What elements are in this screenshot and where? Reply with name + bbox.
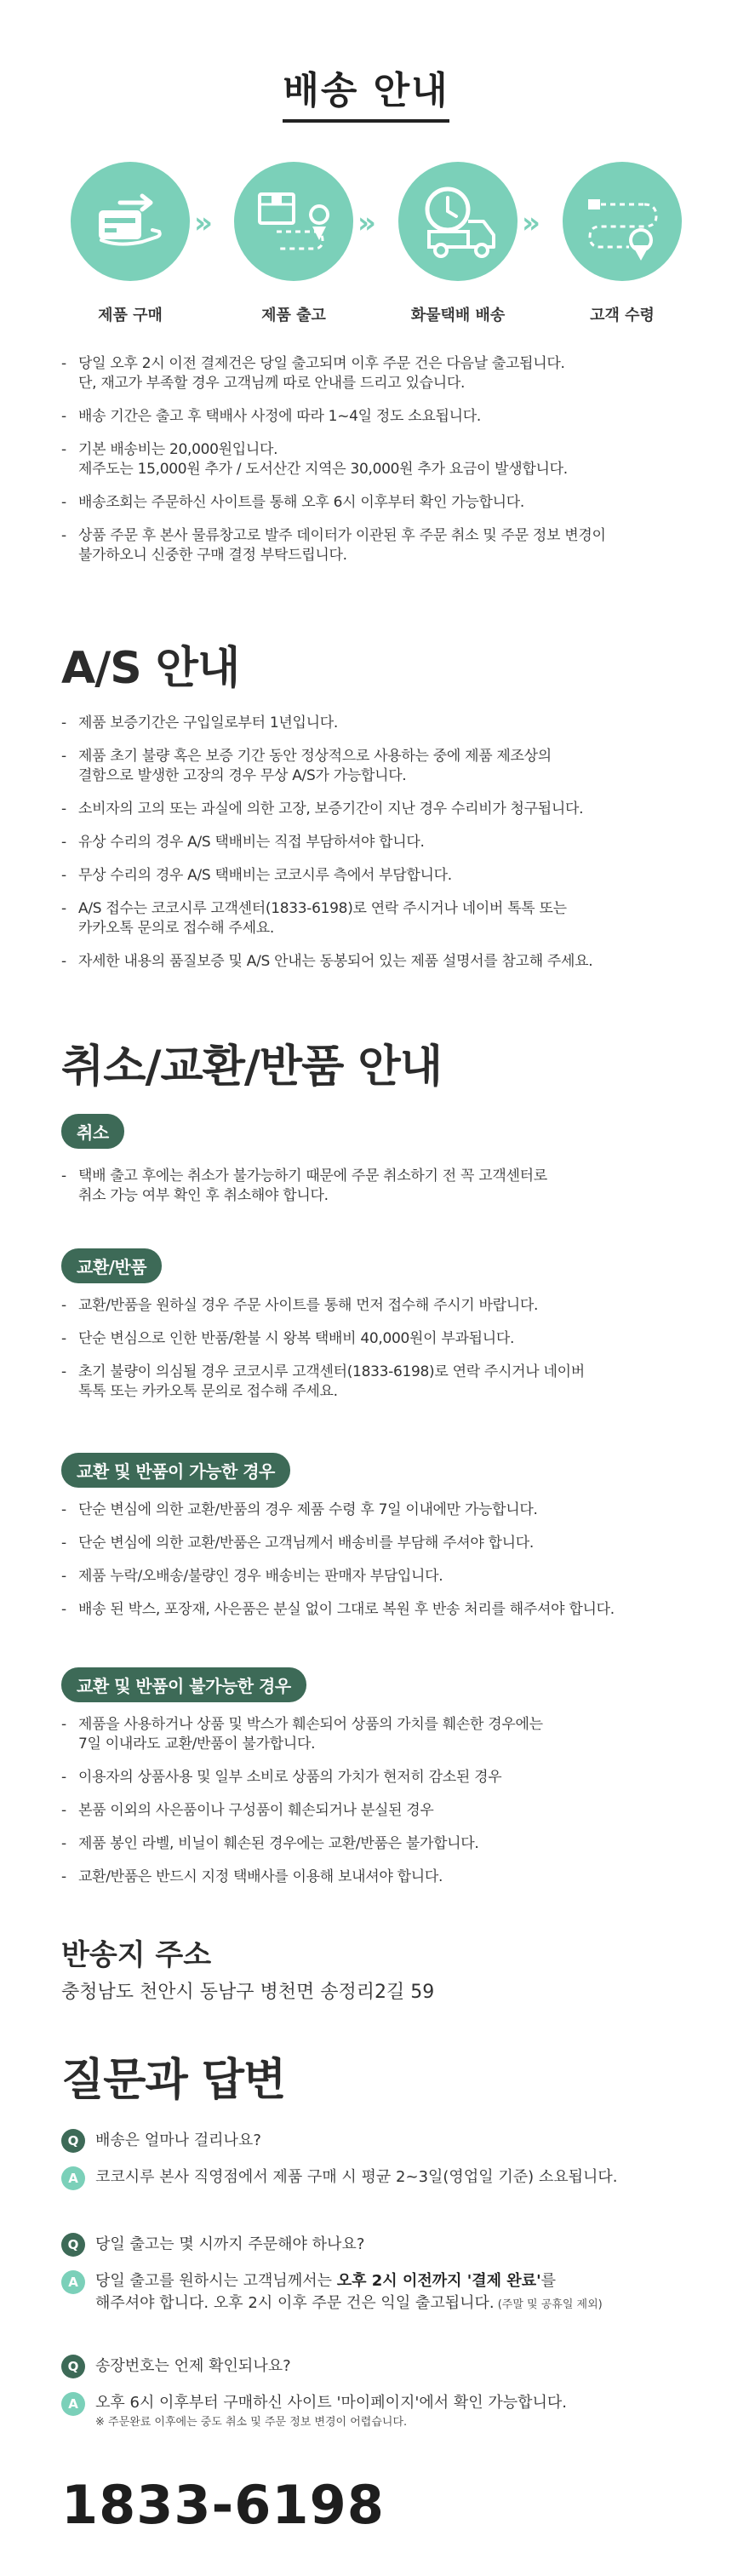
shipping-steps: [66, 162, 679, 332]
question-text: 송장번호는 언제 확인되나요?: [95, 2357, 291, 2375]
customer-center-phone: 1833-6198: [61, 2474, 385, 2536]
chevron-double-right-icon: »: [522, 206, 537, 240]
list-item: - 당일 오후 2시 이전 결제건은 당일 출고되며 이후 주문 건은 다음날 출고됩니다. 단, 재고가 부족할 경우 고객님께 따로 안내를 드리고 있습니다.: [58, 354, 705, 393]
section-badge-possible: 교환 및 반품이 가능한 경우: [61, 1453, 290, 1488]
return-address-title: 반송지 주소: [61, 1938, 212, 1972]
answer-row: [61, 2166, 708, 2189]
question-row: [61, 2233, 708, 2257]
answer-text: 코코시루 본사 직영점에서 제품 구매 시 평균 2~3일(영업일 기준) 소요됩니다.: [95, 2168, 618, 2186]
card-payment-icon: [71, 162, 190, 281]
answer-row: [61, 2270, 708, 2316]
list-item: - A/S 접수는 코코시루 고객센터(1833-6198)로 연락 주시거나 네이버 톡톡 또는 카카오톡 문의로 접수해 주세요.: [58, 899, 713, 938]
answer-text-emphasis: 오후 2시 이전까지 '결제 완료': [336, 2272, 541, 2290]
list-item: - 제품을 사용하거나 상품 및 박스가 훼손되어 상품의 가치를 훼손한 경우에는 7일 이내라도 교환/반품이 불가합니다.: [58, 1715, 713, 1754]
step-dispatch: [230, 162, 357, 325]
list-item: - 소비자의 고의 또는 과실에 의한 고장, 보증기간이 지난 경우 수리비가 청구됩니다.: [58, 800, 713, 819]
list-item: - 제품 보증기간은 구입일로부터 1년입니다.: [58, 714, 713, 733]
location-pin-route-icon: [563, 162, 682, 281]
step-receive: [558, 162, 686, 325]
list-item: - 제품 누락/오배송/불량인 경우 배송비는 판매자 부담입니다.: [58, 1567, 722, 1586]
possible-notes: [58, 1500, 722, 1633]
a-badge-icon: A: [61, 2392, 85, 2416]
return-address: 충청남도 천안시 동남구 병천면 송정리2길 59: [61, 1982, 435, 2003]
list-item: - 배송 된 박스, 포장재, 사은품은 분실 없이 그대로 복원 후 반송 처리를 해주셔야 합니다.: [58, 1600, 722, 1620]
list-item: - 단순 변심에 의한 교환/반품의 경우 제품 수령 후 7일 이내에만 가능합니다.: [58, 1500, 722, 1520]
step-label: 제품 출고: [261, 307, 326, 324]
step-delivery: [394, 162, 522, 325]
chevron-double-right-icon: »: [194, 206, 209, 240]
qa-item: [61, 2233, 708, 2316]
a-badge-icon: A: [61, 2166, 85, 2190]
cancel-notes: [58, 1167, 713, 1219]
shipping-title: 배송 안내: [283, 60, 449, 123]
list-item: - 기본 배송비는 20,000원입니다. 제주도는 15,000원 추가 / 도서산간 지역은 30,000원 추가 요금이 발생합니다.: [58, 440, 705, 479]
step-label: 고객 수령: [590, 307, 655, 324]
qa-item: [61, 2355, 708, 2431]
answer-row: [61, 2392, 708, 2431]
question-row: [61, 2129, 708, 2153]
cancel-title: 취소/교환/반품 안내: [61, 1041, 442, 1093]
impossible-notes: [58, 1715, 713, 1901]
shipping-notes: [58, 354, 705, 579]
list-item: - 교환/반품을 원하실 경우 주문 사이트를 통해 먼저 접수해 주시기 바랍니다.: [58, 1296, 713, 1316]
shipping-section-title-wrap: [0, 60, 732, 123]
list-item: - 교환/반품은 반드시 지정 택배사를 이용해 보내셔야 합니다.: [58, 1867, 713, 1887]
qa-title: 질문과 답변: [61, 2055, 286, 2106]
step-label: 화물택배 배송: [410, 307, 506, 324]
as-notes: [58, 714, 713, 985]
q-badge-icon: Q: [61, 2233, 85, 2257]
list-item: - 단순 변심으로 인한 반품/환불 시 왕복 택배비 40,000원이 부과됩니다.: [58, 1329, 713, 1349]
list-item: - 배송조회는 주문하신 사이트를 통해 오후 6시 이후부터 확인 가능합니다.: [58, 493, 705, 513]
qa-item: [61, 2129, 708, 2189]
list-item: - 상품 주문 후 본사 물류창고로 발주 데이터가 이관된 후 주문 취소 및 주문 정보 변경이 불가하오니 신중한 구매 결정 부탁드립니다.: [58, 526, 705, 565]
answer-text-note: (주말 및 공휴일 제외): [494, 2298, 603, 2311]
list-item: - 무상 수리의 경우 A/S 택배비는 코코시루 측에서 부담합니다.: [58, 866, 713, 886]
answer-note: ※ 주문완료 이후에는 중도 취소 및 주문 정보 변경이 어렵습니다.: [95, 2416, 408, 2429]
list-item: - 제품 초기 불량 혹은 보증 기간 동안 정상적으로 사용하는 중에 제품 제조상의 결함으로 발생한 고장의 경우 무상 A/S가 가능합니다.: [58, 747, 713, 786]
step-label: 제품 구매: [98, 307, 163, 324]
answer-text-post: 를 해주셔야 합니다. 오후 2시 이후 주문 건은 익일 출고됩니다.: [95, 2272, 556, 2312]
a-badge-icon: A: [61, 2270, 85, 2294]
delivery-truck-icon: [398, 162, 518, 281]
question-row: [61, 2355, 708, 2378]
section-badge-cancel: 취소: [61, 1114, 124, 1149]
q-badge-icon: Q: [61, 2355, 85, 2378]
box-route-icon: [234, 162, 353, 281]
list-item: - 본품 이외의 사은품이나 구성품이 훼손되거나 분실된 경우: [58, 1801, 713, 1821]
step-purchase: [66, 162, 194, 325]
answer-text: 오후 6시 이후부터 구매하신 사이트 '마이페이지'에서 확인 가능합니다.: [95, 2394, 567, 2412]
as-title: A/S 안내: [61, 643, 240, 694]
exchange-notes: [58, 1296, 713, 1415]
list-item: - 이용자의 상품사용 및 일부 소비로 상품의 가치가 현저히 감소된 경우: [58, 1768, 713, 1787]
list-item: - 자세한 내용의 품질보증 및 A/S 안내는 동봉되어 있는 제품 설명서를 참고해 주세요.: [58, 952, 713, 972]
list-item: - 제품 봉인 라벨, 비닐이 훼손된 경우에는 교환/반품은 불가합니다.: [58, 1834, 713, 1854]
section-badge-impossible: 교환 및 반품이 불가능한 경우: [61, 1667, 306, 1702]
list-item: - 단순 변심에 의한 교환/반품은 고객님께서 배송비를 부담해 주셔야 합니다.: [58, 1534, 722, 1553]
q-badge-icon: Q: [61, 2129, 85, 2153]
list-item: - 택배 출고 후에는 취소가 불가능하기 때문에 주문 취소하기 전 꼭 고객센터로 취소 가능 여부 확인 후 취소해야 합니다.: [58, 1167, 713, 1206]
question-text: 당일 출고는 몇 시까지 주문해야 하나요?: [95, 2235, 365, 2253]
answer-text-pre: 당일 출고를 원하시는 고객님께서는: [95, 2272, 337, 2290]
list-item: - 배송 기간은 출고 후 택배사 사정에 따라 1~4일 정도 소요됩니다.: [58, 407, 705, 427]
list-item: - 초기 불량이 의심될 경우 코코시루 고객센터(1833-6198)로 연락 주시거나 네이버 톡톡 또는 카카오톡 문의로 접수해 주세요.: [58, 1363, 713, 1402]
section-badge-exchange: 교환/반품: [61, 1248, 162, 1283]
question-text: 배송은 얼마나 걸리나요?: [95, 2131, 261, 2149]
list-item: - 유상 수리의 경우 A/S 택배비는 직접 부담하셔야 합니다.: [58, 833, 713, 852]
chevron-double-right-icon: »: [357, 206, 373, 240]
